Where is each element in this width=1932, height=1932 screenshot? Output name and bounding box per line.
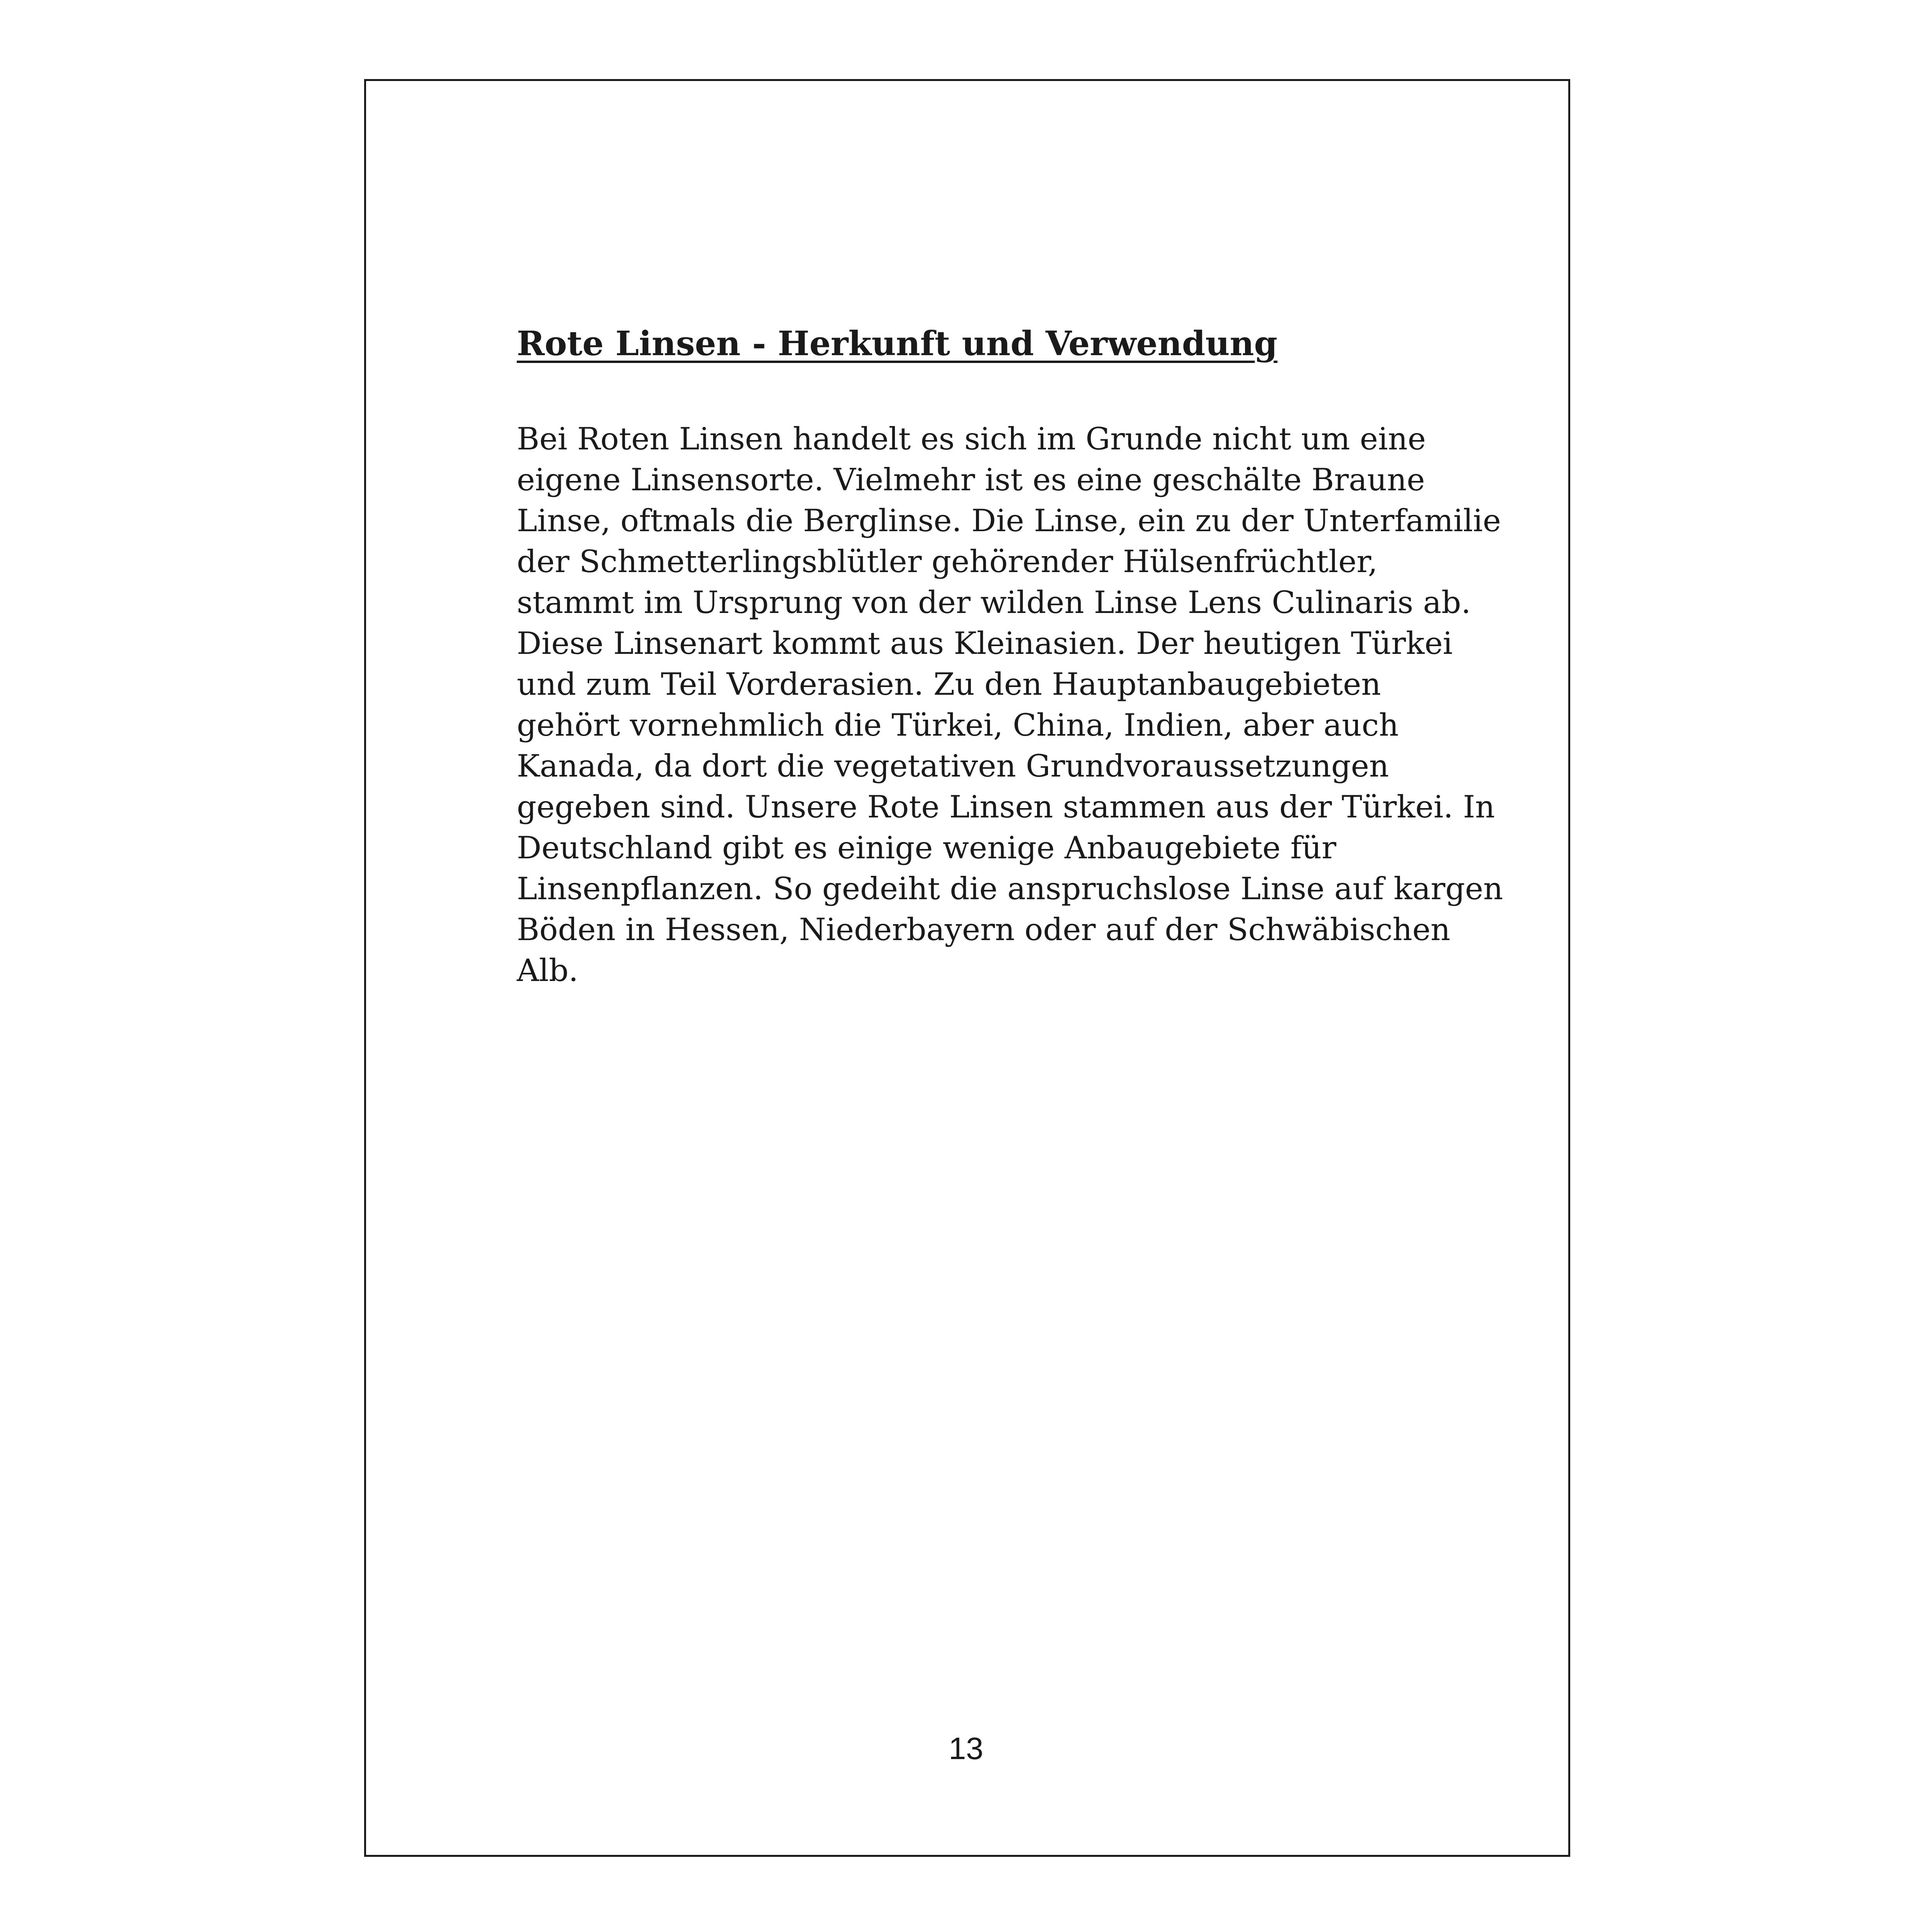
paragraph-line: Linsenpflanzen. So gedeiht die anspruchslose Linse auf kargen: [517, 871, 1503, 907]
paragraph-line: und zum Teil Vorderasien. Zu den Hauptanbaugebieten: [517, 666, 1381, 702]
paragraph-line: der Schmetterlingsblütler gehörender Hülsenfrüchtler,: [517, 544, 1378, 579]
paragraph-line: gehört vornehmlich die Türkei, China, Indien, aber auch: [517, 707, 1399, 743]
paragraph-line: Bei Roten Linsen handelt es sich im Grunde nicht um eine: [517, 421, 1426, 457]
paragraph-line: Diese Linsenart kommt aus Kleinasien. Der heutigen Türkei: [517, 625, 1453, 661]
page-number: 13: [949, 1731, 983, 1766]
paragraph-line: eigene Linsensorte. Vielmehr ist es eine geschälte Braune: [517, 462, 1425, 498]
page-title: Rote Linsen - Herkunft und Verwendung: [517, 324, 1278, 363]
paragraph-line: Alb.: [517, 953, 578, 988]
paragraph-line: gegeben sind. Unsere Rote Linsen stammen aus der Türkei. In: [517, 789, 1495, 825]
paragraph-line: stammt im Ursprung von der wilden Linse Lens Culinaris ab.: [517, 585, 1471, 620]
paragraph-line: Böden in Hessen, Niederbayern oder auf der Schwäbischen: [517, 912, 1451, 948]
paragraph-line: Deutschland gibt es einige wenige Anbaugebiete für: [517, 830, 1337, 866]
body-paragraph: [517, 419, 1503, 991]
paragraph-line: Linse, oftmals die Berglinse. Die Linse, ein zu der Unterfamilie: [517, 503, 1501, 539]
paragraph-line: Kanada, da dort die vegetativen Grundvoraussetzungen: [517, 748, 1389, 784]
